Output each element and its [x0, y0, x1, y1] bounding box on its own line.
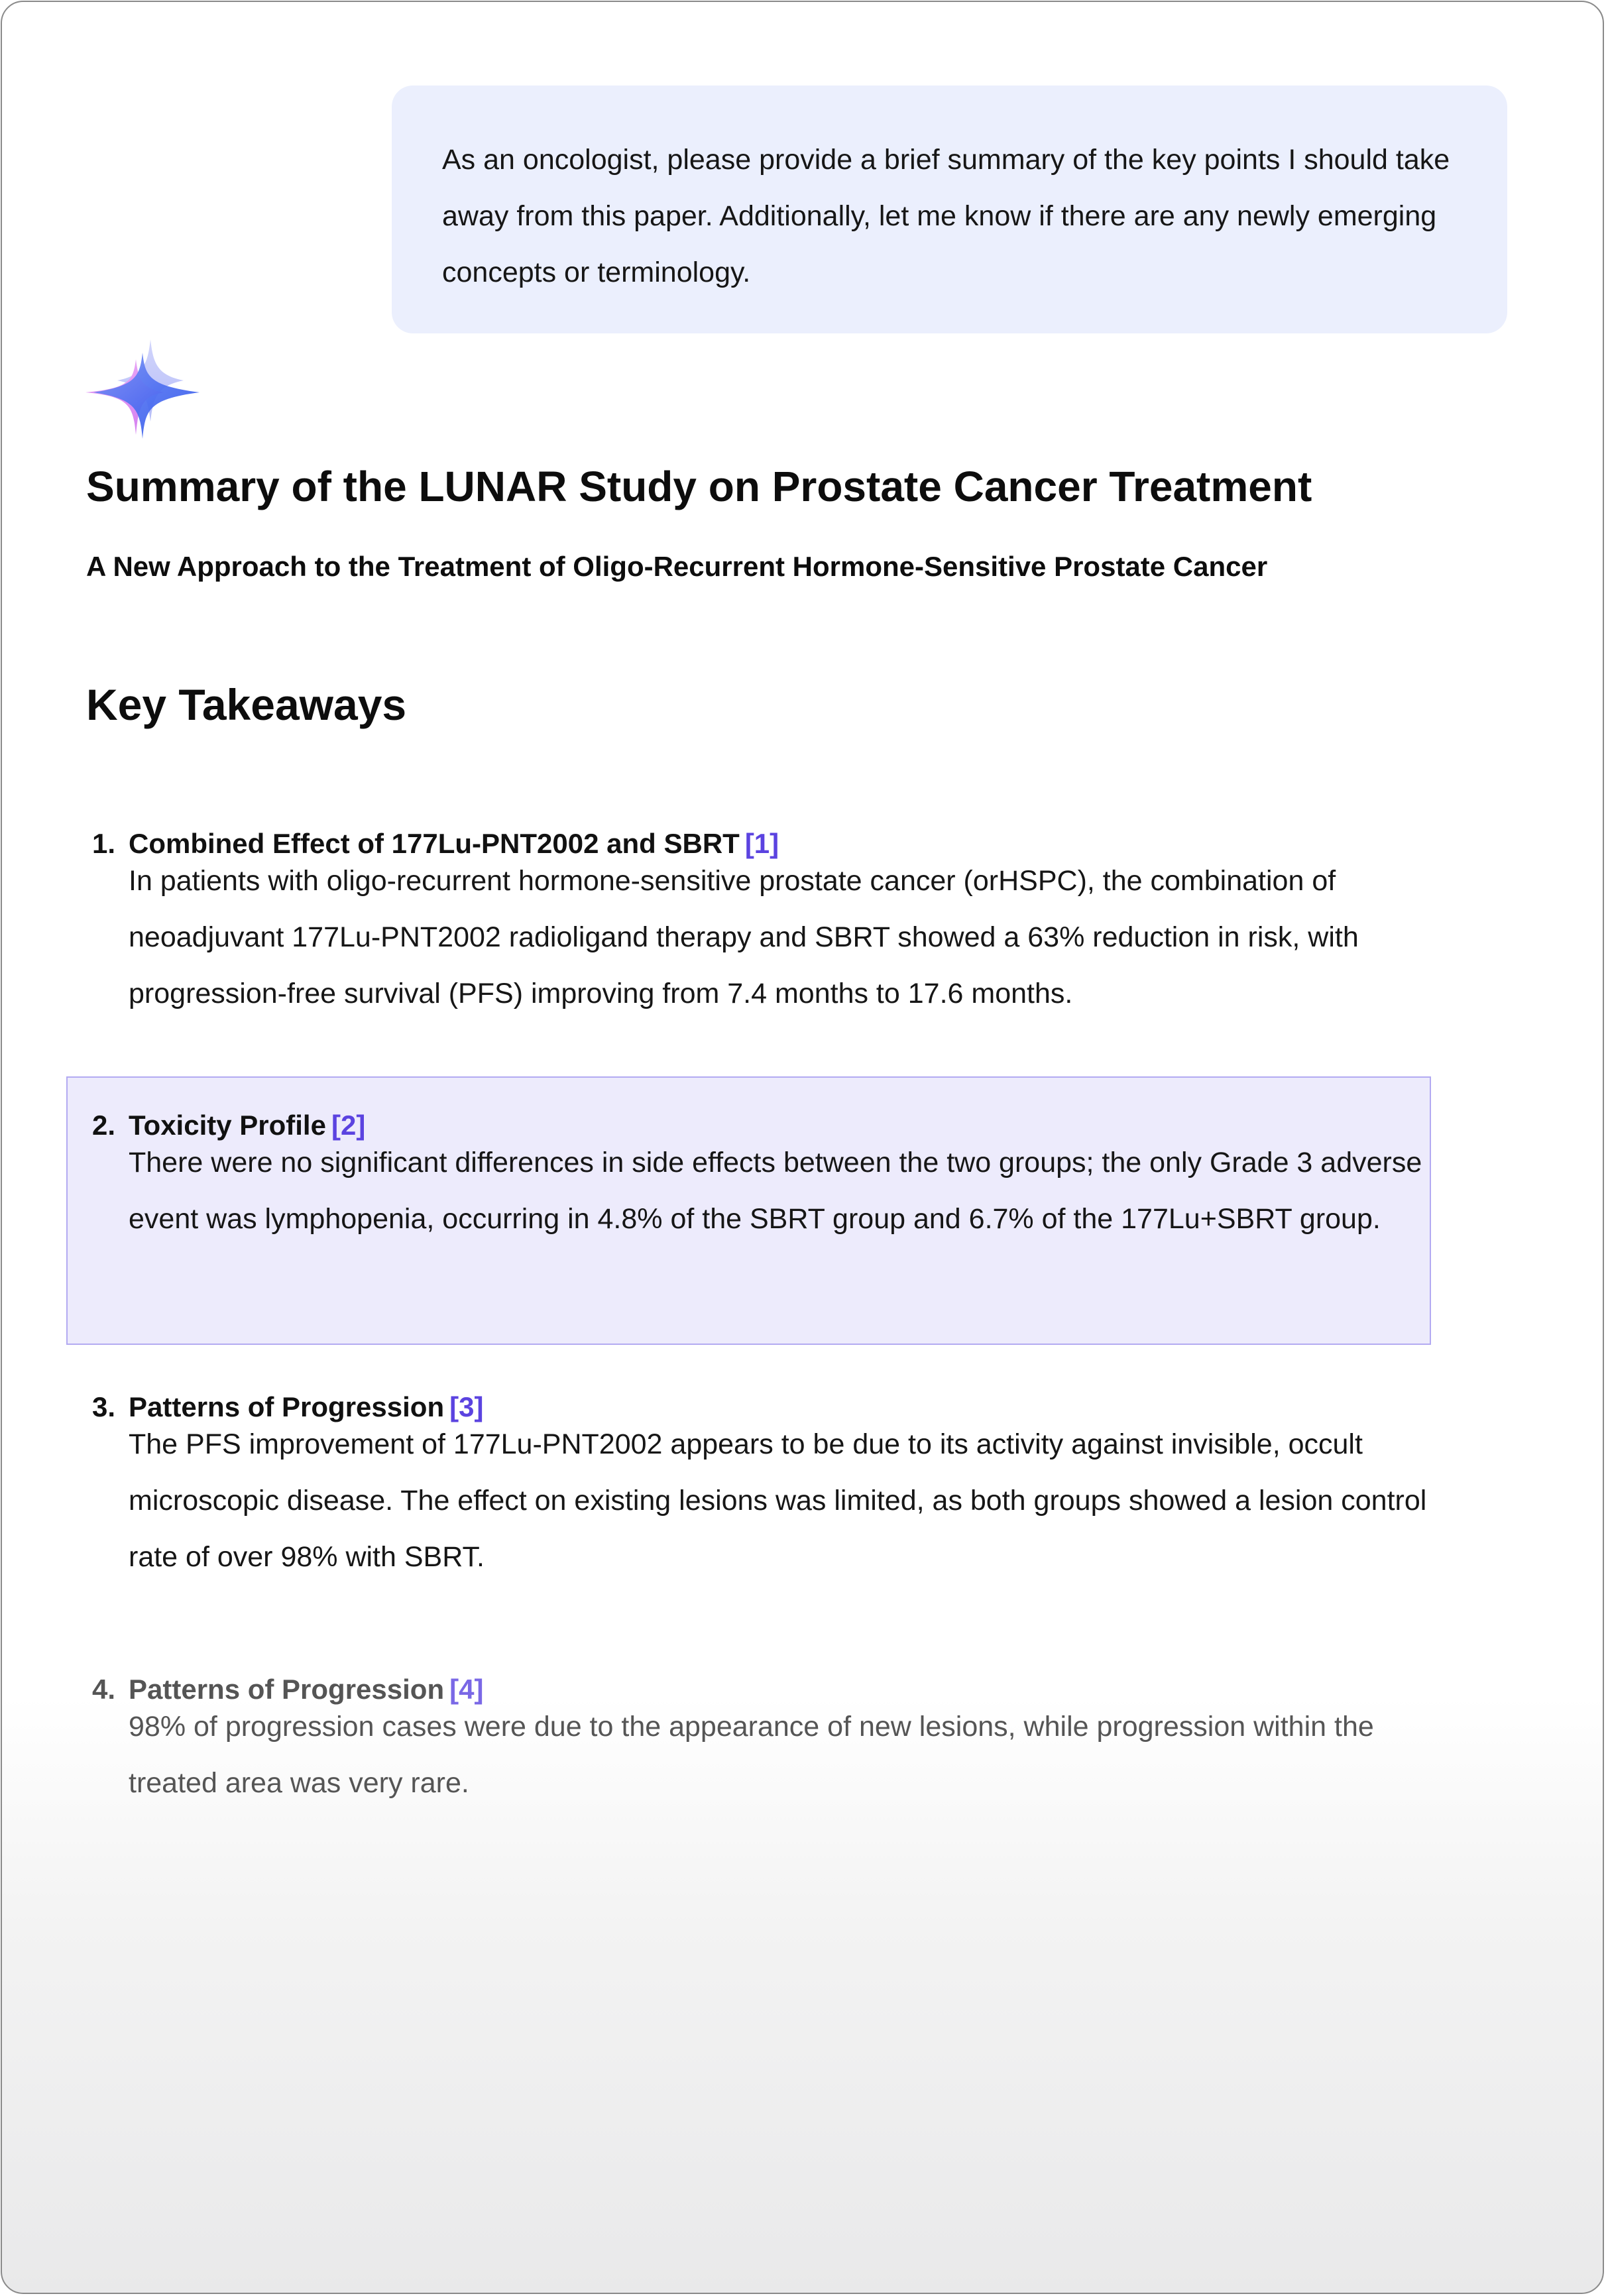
user-message-text: As an oncologist, please provide a brief summary of the key points I should take away from this paper. Additionally, let me know if there are any newly emerging concepts or terminology.: [442, 144, 1450, 288]
user-message-bubble: [392, 86, 1507, 333]
item-number: 4.: [92, 1674, 116, 1705]
item-number: 2.: [92, 1110, 116, 1141]
item-title: Combined Effect of 177Lu-PNT2002 and SBRT: [129, 828, 740, 859]
citation-link-1[interactable]: [1]: [744, 828, 779, 859]
item-number: 3.: [92, 1391, 116, 1422]
summary-title: Summary of the LUNAR Study on Prostate Cancer Treatment: [86, 463, 1312, 510]
key-takeaways-heading: Key Takeaways: [86, 680, 407, 729]
chat-window: [1, 1, 1604, 2294]
citation-link-4[interactable]: [4]: [449, 1674, 484, 1705]
takeaway-body: In patients with oligo-recurrent hormone-sensitive prostate cancer (orHSPC), the combination of neoadjuvant 177Lu-PNT2002 radioligand therapy and SBRT showed a 63% reduction in risk, with progression-free survival (PFS) improving from 7.4 months to 17.6 months.: [129, 865, 1359, 1009]
takeaway-body: 98% of progression cases were due to the appearance of new lesions, while progression within the treated area was very rare.: [129, 1711, 1374, 1799]
summary-subtitle: A New Approach to the Treatment of Oligo-Recurrent Hormone-Sensitive Prostate Cancer: [86, 551, 1268, 582]
item-title: Toxicity Profile: [129, 1110, 326, 1141]
takeaway-body: There were no significant differences in side effects between the two groups; the only Grade 3 adverse event was lymphopenia, occurring in 4.8% of the SBRT group and 6.7% of the 177Lu+SBRT group.: [129, 1147, 1422, 1235]
item-title: Patterns of Progression: [129, 1391, 445, 1422]
citation-link-2[interactable]: [2]: [331, 1110, 366, 1141]
sparkle-icon: [84, 337, 201, 443]
item-title: Patterns of Progression: [129, 1674, 445, 1705]
takeaway-body: The PFS improvement of 177Lu-PNT2002 appears to be due to its activity against invisible, occult microscopic disease. The effect on existing lesions was limited, as both groups showed a lesion control rate of over 98% with SBRT.: [129, 1428, 1427, 1573]
item-number: 1.: [92, 828, 116, 859]
citation-link-3[interactable]: [3]: [449, 1391, 484, 1422]
